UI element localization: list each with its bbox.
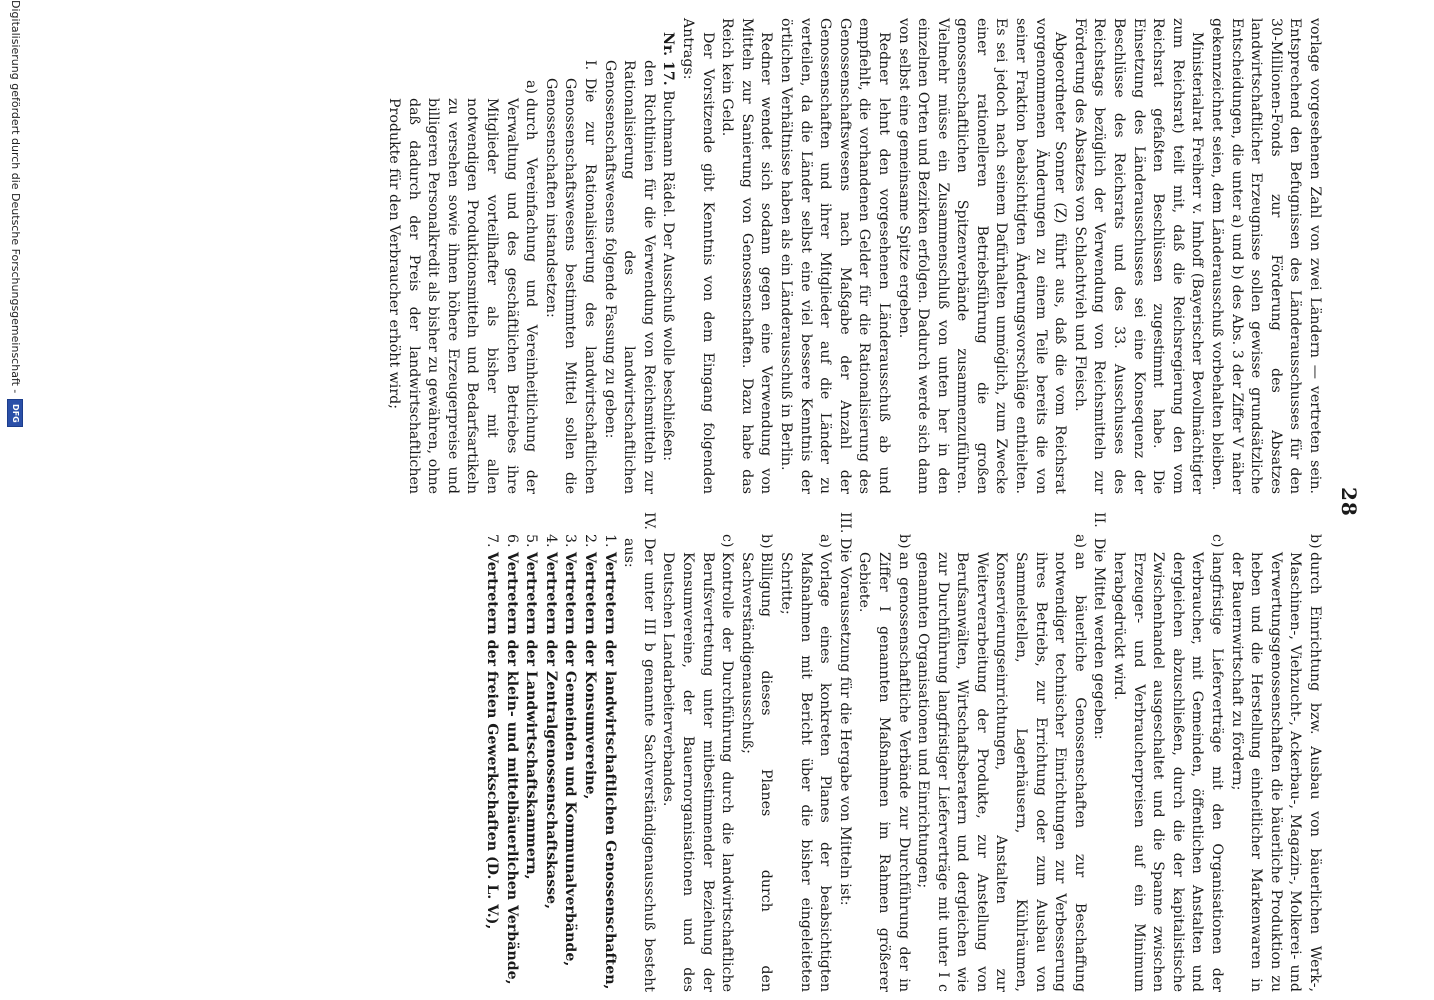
list-item xyxy=(834,512,854,992)
right-column xyxy=(481,512,1324,992)
list-text: Vertretern der Konsumvereine, xyxy=(582,552,599,800)
left-column xyxy=(384,18,1325,494)
list-text: Vertretern der landwirtschaftlichen Genossenschaften, xyxy=(601,552,618,990)
list-item xyxy=(521,512,541,992)
list-marker: 4. xyxy=(542,534,559,548)
list-marker: a) xyxy=(523,80,540,94)
list-text: Vertretern der Gemeinden und Kommunalverbände, xyxy=(562,552,579,967)
list-text: langfristige Lieferverträge mit den Organisationen der Verbraucher, mit Gemeinden, öffentlichen Anstalten und dergleichen abzuschließen, durch die der kapitalistische Zwischenhandel ausgeschaltet und die Spanne zwischen Erzeuger- und Verbraucherpreisen auf ein Minimum herabgedrückt wird. xyxy=(1111,552,1226,992)
list-marker: c) xyxy=(1209,534,1226,548)
paragraph: vorlage vorgesehenen Zahl von zwei Ländern — vertreten sein. Entsprechend den Befugnissen des Länderausschusses für den 30-Millionen-Fonds zur Förderung des Absatzes landwirtschaftlicher Erzeugnisse sollen gewisse grundsätzliche Entscheidungen, die unter a) und b) des Abs. 3 der Ziffer V näher gekennzeichnet seien, dem Länderausschuß vorbehalten bleiben. xyxy=(1209,18,1323,494)
paragraph: Abgeordneter Sonner (Z) führt aus, daß die vom Reichsrat vorgenommenen Änderungen zu einem Teile bereits die von seiner Fraktion beabsichtigten Änderungsvorschläge enthielten. Es sei jedoch nach seinem Dafürhalten unmöglich, zum Zwecke einer rationelleren Betriebsführung die großen genossenschaftlichen Spitzenverbände zusammenzuführen. Vielmehr müsse ein Zusammenschluß von unten her in den einzelnen Orten und Bezirken erfolgen. Dadurch werde sich dann von selbst eine gemeinsame Spitze ergeben. xyxy=(895,18,1069,494)
list-marker: b) xyxy=(1307,534,1323,549)
paragraph: Ministerialrat Freiherr v. Imhoff (Bayerischer Bevollmächtigter zum Reichsrat) teilt mit, daß die Reichsregierung den vom Reichsrat gefaßten Beschlüssen zugestimmt habe. Die Einsetzung des Länderausschusses sei eine Konsequenz der Beschlüsse des Reichsrats und des 33. Ausschusses des Reichstags bezüglich der Verwendung von Reichsmitteln zur Förderung des Absatzes von Schlachtvieh und Fleisch. xyxy=(1071,18,1206,494)
list-item xyxy=(736,512,775,992)
list-marker: II. xyxy=(1091,512,1108,528)
motion-text: Buchmann Rädel. Der Ausschuß wolle beschließen: xyxy=(660,90,677,462)
paragraph: den Richtlinien für die Verwendung von Reichsmitteln zur Rationalisierung des landwirtschaftlichen Genossenschaftswesens folgende Fassung zu geben: xyxy=(601,60,657,494)
list-item xyxy=(560,512,580,992)
list-item xyxy=(658,512,736,992)
motion-heading xyxy=(658,18,678,494)
list-item xyxy=(384,18,541,494)
list-text: Vertretern der klein- und mittelbäuerlichen Verbände, xyxy=(503,552,520,985)
digitization-credit xyxy=(6,0,24,1000)
list-marker: a) xyxy=(817,534,834,548)
list-marker: a) xyxy=(1071,534,1088,548)
motion-number: Nr. 17. xyxy=(660,32,677,86)
list-marker: III. xyxy=(836,512,853,534)
list-text: Vertretern der Landwirtschaftskammern, xyxy=(523,552,540,880)
list-marker: 2. xyxy=(582,534,599,548)
list-marker: 7. xyxy=(484,534,501,548)
list-item xyxy=(540,512,560,992)
list-item xyxy=(481,512,501,992)
list-marker: 5. xyxy=(523,534,540,548)
list-item xyxy=(775,512,834,992)
list-text: Die Voraussetzung für die Hergabe von Mitteln ist: xyxy=(836,538,853,906)
paragraph: Redner wendet sich sodann gegen eine Verwendung von Mitteln zur Sanierung von Genossenschaften. Dazu habe das Reich kein Geld. xyxy=(719,18,775,494)
list-marker: c) xyxy=(719,534,736,548)
list-text: Kontrolle der Durchführung durch die landwirtschaftliche Berufsvertretung unter mitbestimmender Beziehung der Konsumvereine, der Bauernorganisationen und des Deutschen Landarbeiterverbandes. xyxy=(660,552,736,992)
paragraph: Redner lehnt den vorgesehenen Länderausschuß ab und empfiehlt, die vorhandenen Gelder für die Rationalisierung des Genossenschaftswesens nach Maßgabe der Anzahl der Genossenschaften und ihrer Mitglieder auf die Länder zu verteilen, da die Länder selbst eine viel bessere Kenntnis der örtlichen Verhältnisse haben als ein Länderausschuß in Berlin. xyxy=(777,18,892,494)
list-item xyxy=(540,18,599,494)
list-text: durch Vereinfachung und Vereinheitlichung der Verwaltung und des geschäftlichen Betriebes ihre Mitglieder vorteilhafter als bisher mit allen notwendigen Produktionsmitteln und Bedarfsartikeln zu versehen sowie ihnen höhere Erzeugerpreise und billigeren Personalkredit als bisher zu gewähren, ohne daß dadurch der Preis der landwirtschaftlichen Produkte für den Verbraucher erhöht wird; xyxy=(386,98,540,494)
list-text: an bäuerliche Genossenschaften zur Beschaffung notwendiger technischer Einrichtungen zur Verbesserung ihres Betriebs, zur Errichtung oder zum Ausbau von Sammelstellen, Lagerhäusern, Kühlräumen, Konservierungseinrichtungen, Anstalten zur Weiterverarbeitung der Produkte, zur Anstellung von Berufsanwälten, Wirtschaftsberatern und dergleichen wie zur Durchführung langfristiger Lieferverträge mit unter I c genannten Organisationen und Einrichtungen; xyxy=(915,552,1088,992)
list-item xyxy=(579,512,599,992)
list-marker: I. xyxy=(582,60,599,71)
list-marker: 1. xyxy=(601,534,618,548)
list-text: Der unter III b genannte Sachverständigenausschuß besteht aus: xyxy=(621,538,657,992)
list-text: an genossenschaftliche Verbände zur Durchführung der in Ziffer I genannten Maßnahmen im Rahmen größerer Gebiete. xyxy=(856,552,912,992)
list-text: Vertretern der Zentralgenossenschaftskasse, xyxy=(542,552,559,910)
list-item xyxy=(501,512,521,992)
list-text: Billigung dieses Planes durch den Sachverständigenausschuß; xyxy=(738,552,775,992)
list-item xyxy=(619,512,658,992)
list-text: Vorlage eines konkreten Planes der beabsichtigten Maßnahmen mit Bericht über die bisher eingeleiteten Schritte; xyxy=(777,552,834,992)
list-marker: 3. xyxy=(562,534,579,548)
paragraph: Der Vorsitzende gibt Kenntnis von dem Eingang folgenden Antrags: xyxy=(680,18,716,494)
list-marker: b) xyxy=(895,534,912,549)
list-item xyxy=(913,512,1089,992)
list-text: Die zur Rationalisierung des landwirtschaftlichen Genossenschaftswesens bestimmten Mittel sollen die Genossenschaften instandsetzen: xyxy=(542,78,599,494)
page-number: 28 xyxy=(1337,487,1361,517)
list-item xyxy=(854,512,913,992)
list-item xyxy=(1226,512,1324,992)
list-text: durch Einrichtung bzw. Ausbau von bäuerlichen Werk-, Maschinen-, Viehzucht-, Ackerbau-, Magazin-, Molkerei- und Verwertungsgenossenschaften die bäuerliche Produktion zu heben und die Herstellung einheitlicher Markenwaren in der Bauernwirtschaft zu fördern; xyxy=(1228,552,1323,992)
list-item xyxy=(1108,512,1226,992)
list-text: Vertretern der freien Gewerkschaften (D. L. V.), xyxy=(484,552,501,930)
dfg-logo-icon: DFG xyxy=(7,399,23,427)
list-marker: IV. xyxy=(640,512,657,530)
list-text: Die Mittel werden gegeben: xyxy=(1091,538,1108,740)
list-marker: b) xyxy=(758,534,775,549)
list-item xyxy=(599,512,619,992)
credit-text: Digitalisierung gefördert durch die Deutsche Forschungsgemeinschaft - xyxy=(9,0,22,394)
list-item xyxy=(1089,512,1109,992)
list-marker: 6. xyxy=(503,534,520,548)
